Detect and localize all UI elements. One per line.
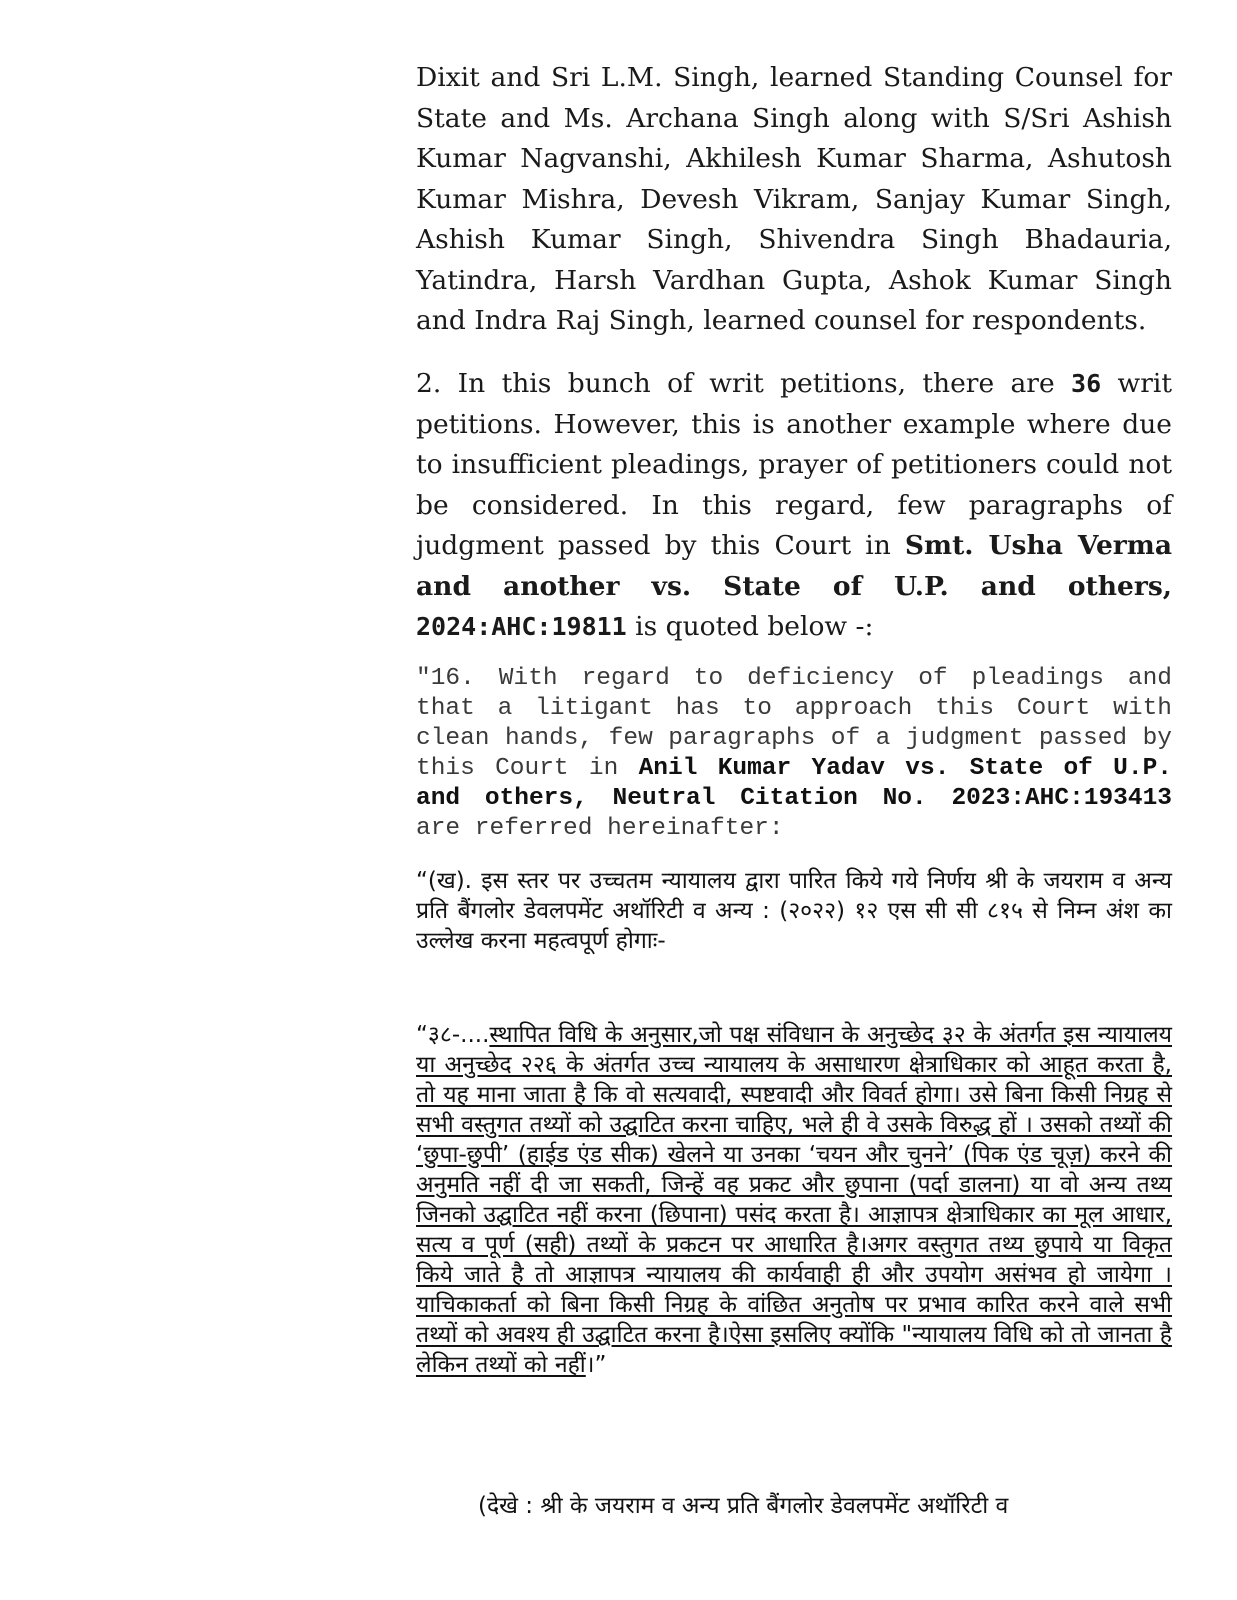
hindi-38-tail: ।” [585, 1352, 607, 1378]
quoted-paragraph-16 [416, 664, 1172, 844]
citation-2024: 2024:AHC:19811 [416, 612, 627, 641]
hindi-paragraph-kha: “(ख). इस स्तर पर उच्चतम न्यायालय द्वारा पारित किये गये निर्णय श्री के जयराम व अन्य प्रति बैंगलोर डेवलपमेंट अथॉरिटी व अन्य : (२०२२) १२ एस सी सी ८१५ से निम्न अंश का उल्लेख करना महत्वपूर्ण होगाः- [416, 868, 1172, 954]
paragraph-2 [416, 364, 1172, 648]
hindi-38-underlined-body: स्थापित विधि के अनुसार,जो पक्ष संविधान के अनुच्छेद ३२ के अंतर्गत इस न्यायालय या अनुच्छेद २२६ के अंतर्गत उच्च न्यायालय के असाधारण क्षेत्राधिकार को आहूत करता है, तो यह माना जाता है कि वो सत्यवादी, स्पष्टवादी और विवर्त होगा। उसे बिना किसी निग्रह से सभी वस्तुगत तथ्यों को उद्घाटित करना चाहिए, भले ही वे उसके विरुद्ध हों । उसको तथ्यों की ‘छुपा-छुपी’ (हाईड एंड सीक) खेलने या उनका ‘चयन और चुनने’ (पिक एंड चूज़) करने की अनुमति नहीं दी जा सकती, जिन्हें वह प्रकट और छुपाना (पर्दा डालना) या वो अन्य तथ्य जिनको उद्घाटित नहीं करना (छिपाना) पसंद करता है। आज्ञापत्र क्षेत्राधिकार का मूल आधार, सत्य व पूर्ण (सही) तथ्यों के प्रकटन पर आधारित है।अगर वस्तुगत तथ्य छुपाये या विकृत किये जाते है तो आज्ञापत्र न्यायालय की कार्यवाही ही और उपयोग असंभव हो जायेगा । याचिकाकर्ता को बिना किसी निग्रह के वांछित अनुतोष पर प्रभाव कारित करने वाले सभी तथ्यों को अवश्य ही उद्घाटित करना है।ऐसा इसलिए क्योंकि "न्यायालय विधि को तो जानता है लेकिन तथ्यों को नहीं [416, 1022, 1172, 1378]
paragraph-2-text-a: In this bunch of writ petitions, there are [441, 368, 1072, 399]
quote-16-lead: "16. With regard to deficiency of pleadings and that a litigant has to approach this Court with clean hands, few paragraphs of a judgment passed by this Court in [416, 665, 1172, 782]
paragraph-counsel-list: Dixit and Sri L.M. Singh, learned Standing Counsel for State and Ms. Archana Singh along with S/Sri Ashish Kumar Nagvanshi, Akhilesh Kumar Sharma, Ashutosh Kumar Mishra, Devesh Vikram, Sanjay Kumar Singh, Ashish Kumar Singh, Shivendra Singh Bhadauria, Yatindra, Harsh Vardhan Gupta, Ashok Kumar Singh and Indra Raj Singh, learned counsel for respondents. [416, 62, 1172, 336]
hindi-paragraph-38 [416, 1020, 1172, 1380]
paragraph-2-text-c: is quoted below -: [626, 611, 874, 642]
paragraph-number: 2. [416, 368, 442, 399]
hindi-see-reference: (देखे : श्री के जयराम व अन्य प्रति बैंगलोर डेवलपमेंट अथॉरिटी व [478, 1493, 1009, 1519]
case-name-usha-verma: Smt. Usha Verma and another vs. State of U.P. and others, [416, 530, 1172, 602]
quote-16-tail: are referred hereinafter: [416, 815, 784, 842]
paragraph-2-text-b: writ petitions. However, this is another example where due to insufficient pleadings, prayer of petitioners could not be considered. In this regard, few paragraphs of judgment passed by this Court in [416, 368, 1172, 561]
case-name-anil-kumar-yadav: Anil Kumar Yadav vs. State of U.P. and others, Neutral Citation No. 2023:AHC:193413 [416, 755, 1172, 812]
petition-count: 36 [1071, 369, 1102, 398]
hindi-38-lead: “३८-.... [416, 1022, 490, 1048]
